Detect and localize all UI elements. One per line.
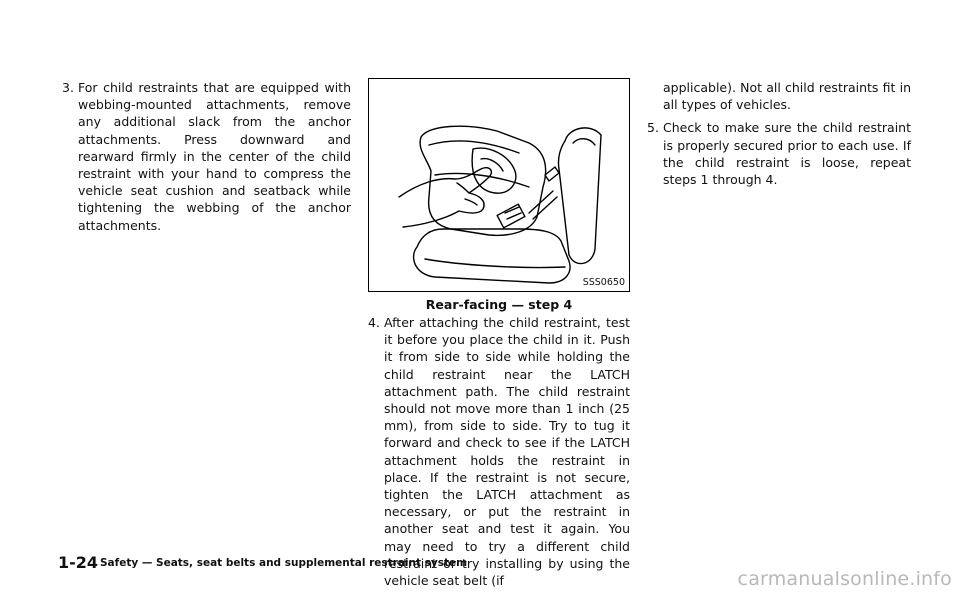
section-title: Safety — Seats, seat belts and supplemental restraint system <box>100 557 468 569</box>
figure-code: SSS0650 <box>582 277 625 288</box>
step-4-number: 4. <box>368 315 380 330</box>
step-4-continuation <box>647 79 911 113</box>
step-4-continuation-text: applicable). Not all child restraints fit in all types of vehicles. <box>663 80 911 113</box>
step-3 <box>62 79 351 234</box>
step-3-number: 3. <box>62 80 74 95</box>
right-column <box>647 79 911 188</box>
step-4 <box>368 314 630 589</box>
step-3-text: For child restraints that are equipped with webbing-mounted attachments, remove any additional slack from the anchor attachments. Press downward and rearward firmly in the center of the child restraint with your hand to compress the vehicle seat cushion and seatback while tightening the webbing of the anchor attachments. <box>78 80 351 233</box>
page-number: 1-24 <box>58 553 99 572</box>
step-5-text: Check to make sure the child restraint is properly secured prior to each use. If the child restraint is loose, repeat steps 1 through 4. <box>663 120 911 188</box>
step-4-text: After attaching the child restraint, test it before you place the child in it. Push it from side to side while holding the child restraint near the LATCH attachment path. The child restraint should not move more than 1 inch (25 mm), from side to side. Try to tug it forward and check to see if the LATCH attachment holds the restraint in place. If the restraint is not secure, tighten the LATCH attachment as necessary, or put the restraint in another seat and test it again. You may need to try a different child restraint or try installing by using the vehicle seat belt (if <box>384 315 630 589</box>
watermark: carmanualsonline.info <box>737 568 952 590</box>
figure-caption: Rear-facing — step 4 <box>425 297 573 312</box>
figure-rear-facing-step-4 <box>368 78 630 292</box>
child-seat-illustration <box>369 79 629 291</box>
left-column <box>62 79 351 234</box>
middle-column <box>368 314 630 589</box>
step-5-number: 5. <box>647 120 659 136</box>
step-5 <box>647 119 911 188</box>
